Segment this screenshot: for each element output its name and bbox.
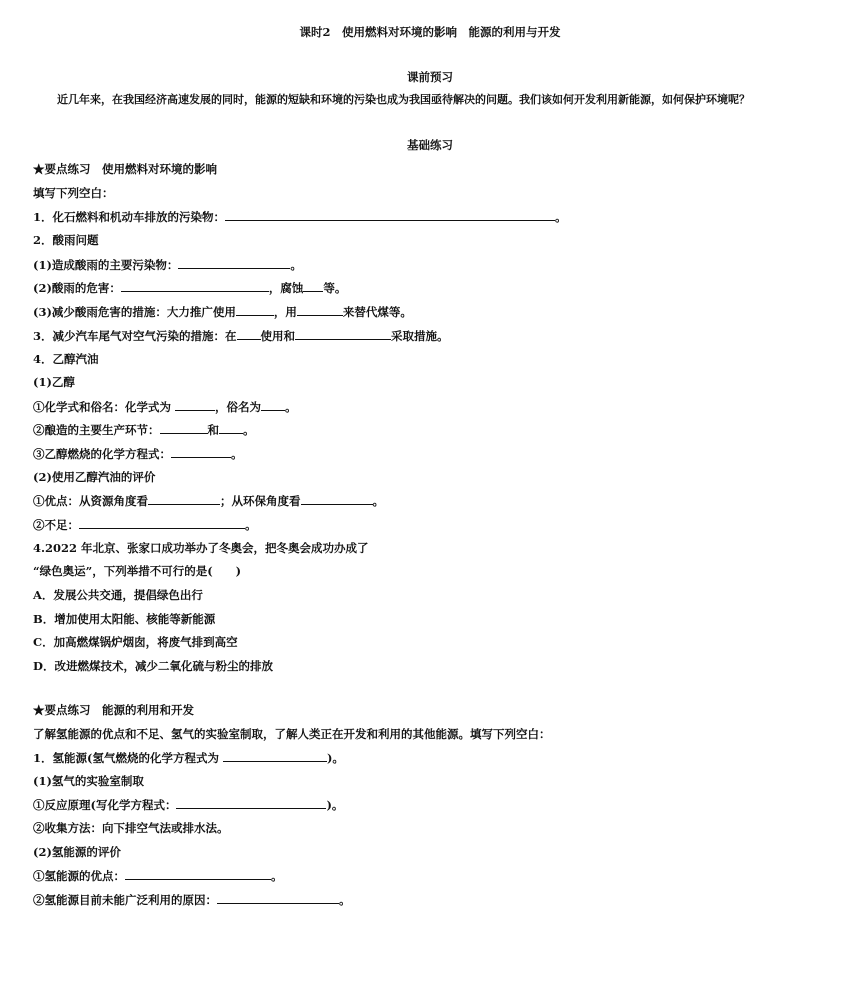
question-4-2a-mid: ；从环保角度看 — [220, 494, 301, 508]
period: 。 — [290, 258, 302, 272]
basic-heading: 基础练习 — [407, 138, 453, 152]
answer-blank[interactable] — [171, 445, 231, 458]
period: 。 — [243, 423, 255, 437]
period: 。 — [285, 400, 297, 414]
hydrogen-q1-text: 1．氢能源(氢气燃烧的化学方程式为 — [33, 751, 219, 765]
answer-blank[interactable] — [148, 492, 220, 505]
question-2-2-end: 等。 — [323, 281, 347, 295]
question-2-1-text: (1)造成酸雨的主要污染物： — [33, 258, 179, 272]
question-2-1 — [33, 256, 302, 273]
question-2: 2．酸雨问题 — [33, 233, 99, 247]
question-2-2-text: (2)酸雨的危害： — [33, 281, 121, 295]
question-4-2b — [33, 516, 257, 533]
question-3-text: 3．减少汽车尾气对空气污染的措施：在 — [33, 329, 237, 343]
hydrogen-q1-1: (1)氢气的实验室制取 — [33, 774, 144, 788]
question-4-2b-text: ②不足： — [33, 518, 79, 532]
question-3-mid: 使用和 — [260, 329, 295, 343]
answer-blank[interactable] — [261, 398, 285, 411]
answer-blank[interactable] — [301, 492, 373, 505]
question-4-1a-text: ①化学式和俗名：化学式为 — [33, 400, 171, 414]
answer-blank[interactable] — [176, 796, 326, 809]
question-4-1a — [33, 398, 297, 415]
hydrogen-q1-2a-text: ①氢能源的优点： — [33, 869, 125, 883]
period: 。 — [372, 494, 384, 508]
question-2-3-end: 来替代煤等。 — [342, 305, 412, 319]
question-5-line2: “绿色奥运”，下列举措不可行的是( ) — [33, 564, 242, 578]
hydrogen-q1-2a — [33, 867, 283, 884]
answer-blank[interactable] — [295, 327, 391, 340]
preview-text: 近几年来，在我国经济高速发展的同时，能源的短缺和环境的污染也成为我国亟待解决的问题。我们该如何开发利用新能源，如何保护环境呢？ — [57, 93, 750, 106]
question-5-line1: 4.2022 年北京、张家口成功举办了冬奥会，把冬奥会成功办成了 — [33, 541, 369, 555]
hydrogen-q1-2b-text: ②氢能源目前未能广泛利用的原因： — [33, 893, 217, 907]
question-2-2-mid: ，腐蚀 — [268, 281, 304, 295]
hydrogen-q1-1a-end: )。 — [326, 798, 344, 812]
question-1 — [33, 208, 567, 225]
question-4-1b-mid: 和 — [207, 423, 219, 437]
question-4-2: (2)使用乙醇汽油的评价 — [33, 470, 156, 484]
answer-blank[interactable] — [219, 421, 243, 434]
hydrogen-q1-1a-text: ①反应原理(写化学方程式： — [33, 798, 177, 812]
answer-blank[interactable] — [297, 303, 343, 316]
instruction-1: 填写下列空白： — [33, 186, 114, 200]
question-4-1b — [33, 421, 255, 438]
period: 。 — [231, 447, 243, 461]
question-2-3 — [33, 303, 412, 320]
answer-blank[interactable] — [125, 867, 271, 880]
question-4-2a-text: ①优点：从资源角度看 — [33, 494, 148, 508]
section1-title: ★要点练习 使用燃料对环境的影响 — [33, 162, 217, 176]
section2-title: ★要点练习 能源的利用和开发 — [33, 703, 194, 717]
question-2-2 — [33, 279, 346, 296]
hydrogen-q1-1b: ②收集方法：向下排空气法或排水法。 — [33, 821, 229, 835]
answer-blank[interactable] — [178, 256, 290, 269]
question-3-end: 采取措施。 — [391, 329, 449, 343]
option-c: C．加高燃煤锅炉烟囱，将废气排到高空 — [33, 635, 238, 649]
page-title: 课时2 使用燃料对环境的影响 能源的利用与开发 — [299, 25, 561, 39]
hydrogen-q1-end: )。 — [326, 751, 344, 765]
answer-blank[interactable] — [79, 516, 245, 529]
answer-blank[interactable] — [237, 327, 261, 340]
answer-blank[interactable] — [236, 303, 274, 316]
question-4-1b-text: ②酿造的主要生产环节： — [33, 423, 160, 437]
answer-blank[interactable] — [303, 279, 323, 292]
period: 。 — [245, 518, 257, 532]
question-4-1a-mid: ，俗名为 — [215, 400, 262, 414]
preview-heading: 课前预习 — [407, 70, 453, 84]
question-4-2a — [33, 492, 384, 509]
instruction-2: 了解氢能源的优点和不足、氢气的实验室制取，了解人类正在开发和利用的其他能源。填写下列空白： — [33, 727, 551, 741]
answer-blank[interactable] — [175, 398, 215, 411]
question-1-text: 1．化石燃料和机动车排放的污染物： — [33, 210, 225, 224]
question-3 — [33, 327, 449, 344]
answer-blank[interactable] — [223, 749, 327, 762]
question-2-3-mid: ，用 — [273, 305, 297, 319]
hydrogen-q1-1a — [33, 796, 343, 813]
hydrogen-q1 — [33, 749, 344, 766]
question-4: 4．乙醇汽油 — [33, 352, 99, 366]
question-4-1c — [33, 445, 243, 462]
period: 。 — [339, 893, 351, 907]
question-2-3-text: (3)减少酸雨危害的措施：大力推广使用 — [33, 305, 236, 319]
option-a: A．发展公共交通，提倡绿色出行 — [33, 588, 203, 602]
answer-blank[interactable] — [225, 208, 555, 221]
answer-blank[interactable] — [217, 891, 339, 904]
option-b: B．增加使用太阳能、核能等新能源 — [33, 612, 216, 626]
question-4-1c-text: ③乙醇燃烧的化学方程式： — [33, 447, 171, 461]
period: 。 — [555, 210, 567, 224]
question-4-1: (1)乙醇 — [33, 375, 75, 389]
answer-blank[interactable] — [121, 279, 269, 292]
period: 。 — [271, 869, 283, 883]
option-d: D．改进燃煤技术，减少二氧化硫与粉尘的排放 — [33, 659, 273, 673]
answer-blank[interactable] — [160, 421, 208, 434]
hydrogen-q1-2: (2)氢能源的评价 — [33, 845, 121, 859]
hydrogen-q1-2b — [33, 891, 351, 908]
